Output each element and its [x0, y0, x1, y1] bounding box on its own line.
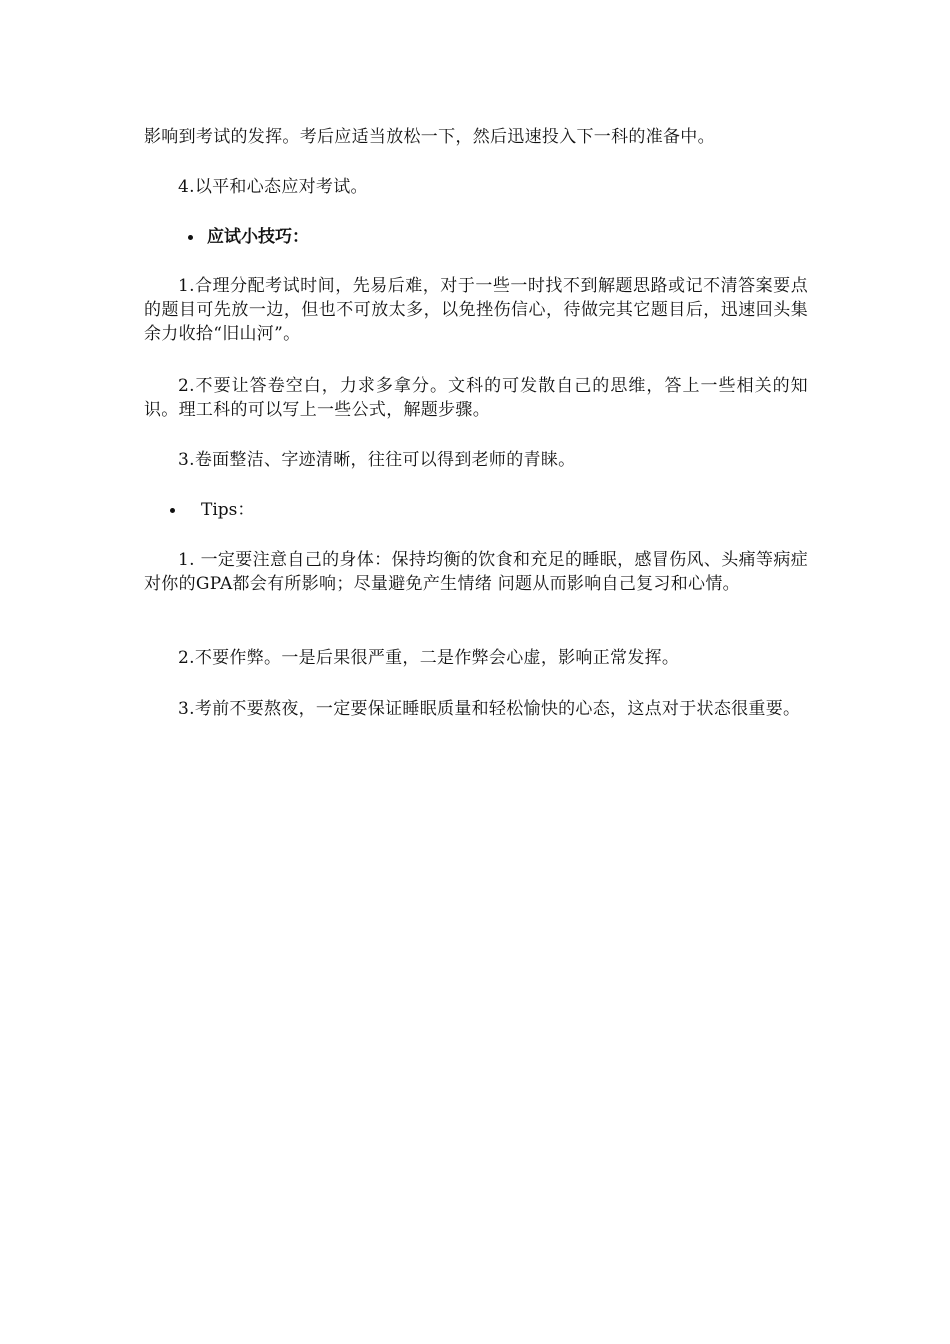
section-heading-exam-tips	[188, 225, 309, 249]
paragraph-en-tip-3: 3.考前不要熬夜，一定要保证睡眠质量和轻松愉快的心态，这点对于状态很重要。	[178, 699, 801, 719]
section-heading-tips	[170, 498, 254, 522]
paragraph-tip-3: 3.卷面整洁、字迹清晰，往往可以得到老师的青睐。	[178, 450, 576, 470]
paragraph-en-tip-2: 2.不要作弊。一是后果很严重，二是作弊会心虚，影响正常发挥。	[178, 648, 680, 668]
paragraph-en-tip-1: 1. 一定要注意自己的身体：保持均衡的饮食和充足的睡眠，感冒伤风、头痛等病症对你的GPA都会有所影响；尽量避免产生情绪 问题从而影响自己复习和心情。	[144, 550, 808, 594]
paragraph-tip-1: 1.合理分配考试时间，先易后难，对于一些一时找不到解题思路或记不清答案要点的题目可先放一边，但也不可放太多，以免挫伤信心，待做完其它题目后，迅速回头集余力收拾“旧山河”。	[144, 276, 808, 344]
section-heading-text: 应试小技巧：	[207, 227, 309, 247]
bullet-icon	[188, 235, 193, 240]
section-heading-text: Tips：	[201, 500, 255, 520]
paragraph-item-4: 4.以平和心态应对考试。	[178, 177, 368, 197]
paragraph-continuation: 影响到考试的发挥。考后应适当放松一下，然后迅速投入下一科的准备中。	[144, 127, 715, 147]
paragraph-tip-2: 2.不要让答卷空白，力求多拿分。文科的可发散自己的思维，答上一些相关的知识。理工科的可以写上一些公式，解题步骤。	[144, 376, 808, 420]
bullet-icon	[170, 508, 175, 513]
